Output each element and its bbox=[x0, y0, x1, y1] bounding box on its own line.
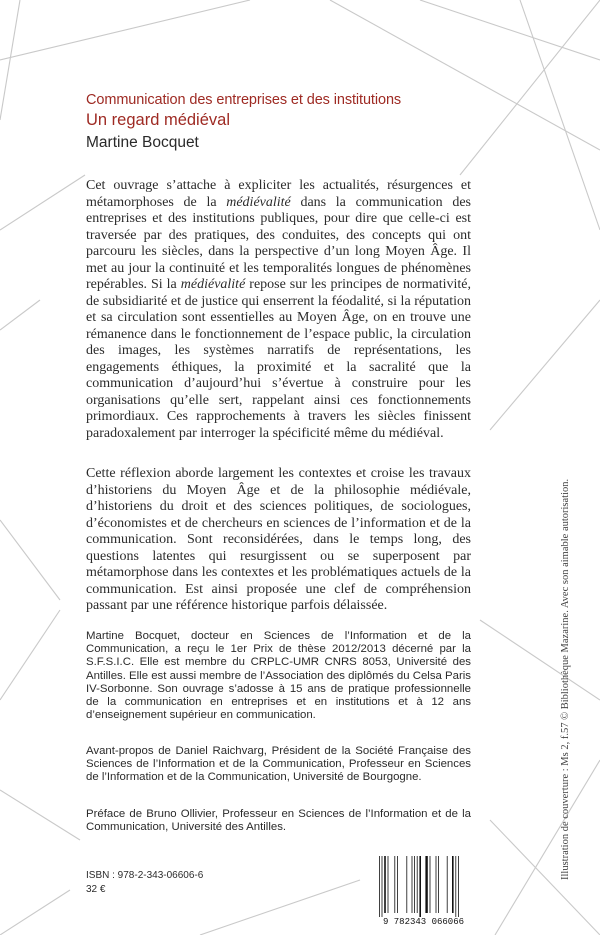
barcode-bar bbox=[394, 856, 395, 913]
cover-credit bbox=[560, 440, 570, 880]
barcode-bar bbox=[447, 856, 448, 913]
barcode-bar bbox=[414, 856, 415, 913]
barcode-bar bbox=[384, 856, 386, 913]
summary-paragraph-1: Cet ouvrage s’attache à expliciter les actualités, résurgences et métamorphoses de la médiévalité dans la communication des entreprises et des institutions publiques, pour dire que celle-ci est traversée par des pratiques, des conduites, des concepts qui ont parcouru les siècles, dans la perspective d’un long Moyen Âge. Il met au jour la continuité et les temporalités longues de phénomènes repérables. Si la médiévalité repose sur les principes de normativité, de subsidiarité et de justice qui enserrent la féodalité, si la réputation et sa circulation sont essentielles au Moyen Âge, on en trouve une rémanence dans le fonctionnement de l’espace public, la circulation des images, les systèmes narratifs de représentations, les engagements éthiques, la proximité et la sacralité que la communication d’aujourd’hui s’évertue à construire pour les organisations qu’elle sert, rappelant ainsi ces fonctionnements primordiaux. Ces rapprochements à travers les siècles finissent paradoxalement par interroger la spécificité même du médiéval. bbox=[86, 178, 471, 441]
barcode-graphic bbox=[375, 853, 472, 927]
barcode-bar bbox=[388, 856, 389, 913]
barcode-bar bbox=[397, 856, 398, 913]
barcode-bar bbox=[430, 856, 431, 913]
barcode-bar bbox=[417, 856, 418, 913]
book-title: Communication des entreprises et des institutions bbox=[86, 92, 402, 108]
barcode-bar bbox=[425, 856, 427, 913]
barcode-bar bbox=[379, 856, 380, 917]
preface-credit: Préface de Bruno Ollivier, Professeur en Sciences de l’Information et de la Communication, Université des Antilles. bbox=[86, 808, 471, 834]
book-subtitle: Un regard médiéval bbox=[86, 111, 230, 129]
summary-paragraph-2: Cette réflexion aborde largement les contextes et croise les travaux d’historiens du Moyen Âge et de la philosophie médiévale, d’historiens du droit et des sciences politiques, de sociologues, d’économistes et de chercheurs en sciences de l’information et de la communication. Sont reconsidérées, dans le temps long, des questions latentes qui resurgissent ou se superposent par métamorphose dans les contextes et les problématiques actuels de la communication. Est ainsi proposée une clef de compréhension passant par une référence historique parfois délaissée. bbox=[86, 466, 471, 613]
barcode-bar bbox=[412, 856, 413, 913]
barcode-bar bbox=[419, 856, 421, 917]
barcode-bar bbox=[455, 856, 456, 917]
isbn: ISBN : 978-2-343-06606-6 bbox=[86, 870, 204, 881]
author-bio: Martine Bocquet, docteur en Sciences de l’Information et de la Communication, a reçu le 1er Prix de thèse 2012/2013 décerné par la S.F.S.I.C. Elle est membre du CRPLC-UMR CNRS 8053, Université des Antilles. Elle est aussi membre de l’Association des diplômés du Celsa Paris IV-Sorbonne. Son ouvrage s’adosse à 15 ans de pratique professionnelle de la communication en entreprises et en institutions et à 12 ans d’enseignement supérieur en communication. bbox=[86, 630, 471, 722]
foreword-credit: Avant-propos de Daniel Raichvarg, Président de la Société Française des Sciences de l’Information et de la Communication, Professeur en Sciences de l’Information et de la Communication, Université de Bourgogne. bbox=[86, 745, 471, 784]
barcode bbox=[375, 853, 472, 927]
barcode-bar bbox=[382, 856, 383, 917]
barcode-bar bbox=[436, 856, 437, 913]
barcode-bar bbox=[452, 856, 454, 913]
barcode-number: 9 782343 066066 bbox=[382, 917, 465, 927]
barcode-bar bbox=[458, 856, 459, 917]
price: 32 € bbox=[86, 884, 106, 895]
author-name: Martine Bocquet bbox=[86, 134, 199, 151]
barcode-bar bbox=[438, 856, 439, 913]
barcode-bar bbox=[406, 856, 407, 913]
cover-credit-text: Illustration de couverture : Ms 2, f.57 © Bibliothèque Mazarine. Avec son aimable autorisation. bbox=[560, 478, 571, 880]
